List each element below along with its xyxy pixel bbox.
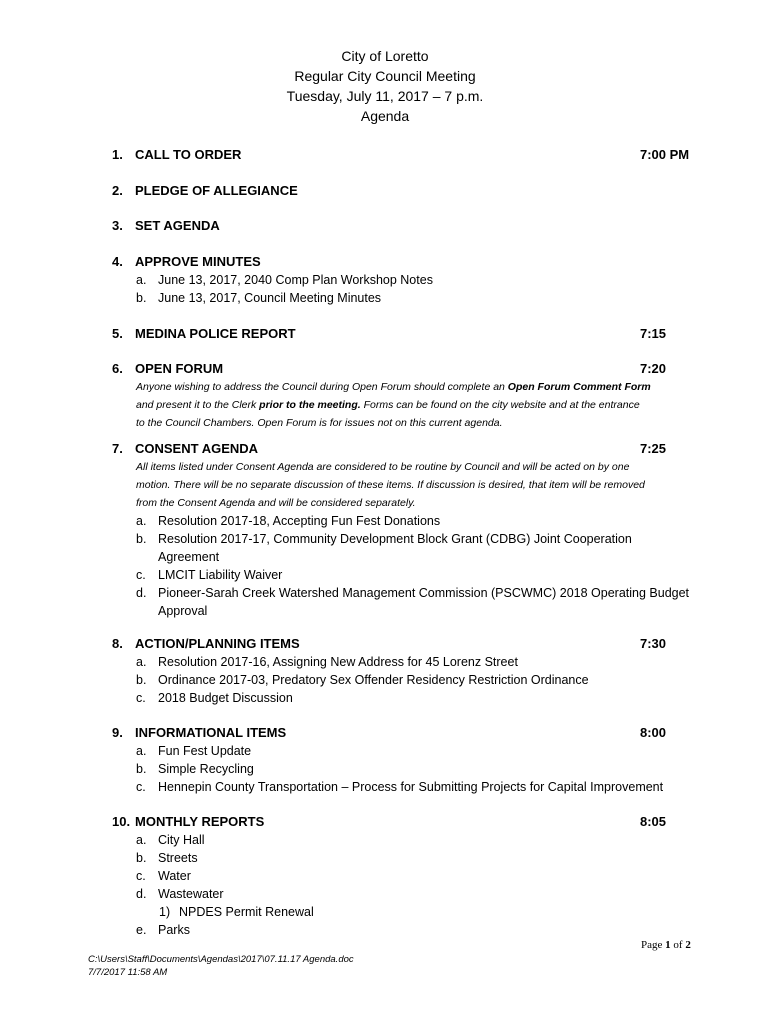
- item-letter: e.: [136, 923, 147, 937]
- list-item-continuation: [112, 548, 692, 566]
- section-heading: [112, 253, 692, 271]
- document-title: Agenda: [360, 108, 410, 124]
- item-text: LMCIT Liability Waiver: [158, 568, 283, 582]
- item-text: City Hall: [158, 833, 205, 847]
- list-item: [112, 867, 692, 885]
- item-letter: d.: [136, 586, 147, 600]
- item-letter: d.: [136, 887, 147, 901]
- note-emphasis: prior to the meeting.: [259, 399, 361, 411]
- list-item: [112, 689, 692, 707]
- section-number: 9.: [112, 725, 123, 740]
- city-name: City of Loretto: [341, 48, 429, 64]
- section-title: APPROVE MINUTES: [135, 254, 261, 269]
- open-forum-note-line: to the Council Chambers. Open Forum is for issues not on this current agenda.: [136, 417, 503, 429]
- item-text: Approval: [158, 604, 208, 618]
- section-title: SET AGENDA: [135, 218, 220, 233]
- list-item: [112, 760, 692, 778]
- list-item: [112, 671, 692, 689]
- item-letter: a.: [136, 273, 147, 287]
- section-heading: [112, 360, 692, 378]
- section-heading: [112, 182, 692, 200]
- section-title: CONSENT AGENDA: [135, 441, 259, 456]
- list-item: [112, 271, 692, 289]
- page-number: [641, 939, 691, 951]
- consent-note-line: motion. There will be no separate discussion of these items. If discussion is desired, that item will be removed: [136, 479, 645, 491]
- section-heading: [112, 146, 692, 164]
- section-number: 7.: [112, 441, 123, 456]
- section-number: 8.: [112, 636, 123, 651]
- section-heading: [112, 440, 692, 458]
- list-item-continuation: [112, 602, 692, 620]
- item-letter: b.: [136, 291, 147, 305]
- note-text: Anyone wishing to address the Council during Open Forum should complete an: [136, 381, 508, 393]
- sub-list-item: [112, 903, 692, 921]
- agenda-section-monthly-reports: [112, 813, 692, 939]
- current-page: 1: [665, 939, 671, 951]
- item-text: June 13, 2017, Council Meeting Minutes: [158, 291, 382, 305]
- item-text: Resolution 2017-17, Community Development Block Grant (CDBG) Joint Cooperation: [158, 532, 632, 546]
- section-title: MONTHLY REPORTS: [135, 814, 265, 829]
- list-item: [112, 566, 692, 584]
- list-item: [112, 831, 692, 849]
- list-item: [112, 584, 692, 602]
- page-of-label: of: [670, 939, 686, 951]
- section-heading: [112, 217, 692, 235]
- print-datetime: 7/7/2017 11:58 AM: [88, 967, 168, 978]
- item-text: Streets: [158, 851, 198, 865]
- consent-note-line: from the Consent Agenda and will be considered separately.: [136, 497, 416, 509]
- section-title: MEDINA POLICE REPORT: [135, 326, 296, 341]
- item-text: Fun Fest Update: [158, 744, 252, 758]
- section-number: 2.: [112, 183, 123, 198]
- list-item: [112, 849, 692, 867]
- list-item: [112, 742, 692, 760]
- item-text: Wastewater: [158, 887, 224, 901]
- item-text: Pioneer-Sarah Creek Watershed Management Commission (PSCWMC) 2018 Operating Budget: [158, 586, 690, 600]
- item-letter: b.: [136, 532, 147, 546]
- agenda-section-set-agenda: [112, 217, 692, 235]
- section-time: 7:25: [640, 441, 667, 456]
- section-number: 6.: [112, 361, 123, 376]
- agenda-section-pledge: [112, 182, 692, 200]
- list-item: [112, 530, 692, 548]
- item-text: Resolution 2017-18, Accepting Fun Fest Donations: [158, 514, 441, 528]
- item-letter: c.: [136, 568, 146, 582]
- section-time: 8:05: [640, 814, 667, 829]
- section-heading: [112, 325, 692, 343]
- list-item: [112, 289, 692, 307]
- item-letter: c.: [136, 691, 146, 705]
- item-letter: c.: [136, 780, 146, 794]
- item-text: 2018 Budget Discussion: [158, 691, 293, 705]
- item-letter: a.: [136, 833, 147, 847]
- document-footer: [88, 953, 354, 979]
- item-letter: a.: [136, 655, 147, 669]
- agenda-section-consent-agenda: [112, 440, 692, 620]
- agenda-section-police-report: [112, 325, 692, 343]
- item-text: Ordinance 2017-03, Predatory Sex Offender Residency Restriction Ordinance: [158, 673, 589, 687]
- note-text: Forms can be found on the city website and at the entrance: [360, 399, 640, 411]
- section-number: 1.: [112, 147, 123, 162]
- sub-item-text: NPDES Permit Renewal: [179, 905, 314, 919]
- section-number: 4.: [112, 254, 123, 269]
- item-letter: c.: [136, 869, 146, 883]
- section-heading: [112, 813, 692, 831]
- meeting-type: Regular City Council Meeting: [294, 68, 476, 84]
- list-item: [112, 778, 692, 796]
- section-time: 7:00 PM: [640, 147, 690, 162]
- consent-note-line: All items listed under Consent Agenda are considered to be routine by Council and will be acted on by one: [136, 461, 630, 473]
- meeting-date: Tuesday, July 11, 2017 – 7 p.m.: [286, 88, 484, 104]
- section-title: OPEN FORUM: [135, 361, 224, 376]
- section-heading: [112, 635, 692, 653]
- section-heading: [112, 724, 692, 742]
- section-time: 7:30: [640, 636, 667, 651]
- agenda-section-approve-minutes: [112, 253, 692, 307]
- item-text: Hennepin County Transportation – Process for Submitting Projects for Capital Improvement: [158, 780, 664, 794]
- item-letter: a.: [136, 514, 147, 528]
- item-letter: a.: [136, 744, 147, 758]
- list-item: [112, 653, 692, 671]
- item-text: June 13, 2017, 2040 Comp Plan Workshop Notes: [158, 273, 433, 287]
- note-emphasis: Open Forum Comment Form: [507, 381, 651, 393]
- section-number: 3.: [112, 218, 123, 233]
- note-text: and present it to the Clerk: [136, 399, 260, 411]
- page-label: Page: [641, 939, 666, 951]
- section-time: 7:20: [640, 361, 667, 376]
- file-path: C:\Users\Staff\Documents\Agendas\2017\07.11.17 Agenda.doc: [88, 954, 354, 965]
- open-forum-note-line: [136, 396, 692, 414]
- item-text: Resolution 2017-16, Assigning New Address for 45 Lorenz Street: [158, 655, 518, 669]
- total-pages: 2: [685, 939, 691, 951]
- item-letter: b.: [136, 673, 147, 687]
- section-title: PLEDGE OF ALLEGIANCE: [135, 183, 298, 198]
- section-title: CALL TO ORDER: [135, 147, 242, 162]
- agenda-section-call-to-order: [112, 146, 692, 164]
- item-letter: b.: [136, 851, 147, 865]
- agenda-section-informational: [112, 724, 692, 796]
- sub-item-number: 1): [159, 905, 171, 919]
- item-text: Agreement: [158, 550, 220, 564]
- section-title: ACTION/PLANNING ITEMS: [135, 636, 300, 651]
- open-forum-note-line: [136, 378, 692, 396]
- section-number: 10.: [112, 814, 131, 829]
- list-item: [112, 512, 692, 530]
- list-item: [112, 885, 692, 903]
- list-item: [112, 921, 692, 939]
- document-header: [0, 46, 770, 126]
- section-title: INFORMATIONAL ITEMS: [135, 725, 287, 740]
- item-letter: b.: [136, 762, 147, 776]
- section-time: 7:15: [640, 326, 667, 341]
- section-time: 8:00: [640, 725, 667, 740]
- item-text: Simple Recycling: [158, 762, 254, 776]
- agenda-section-action-planning: [112, 635, 692, 707]
- item-text: Parks: [158, 923, 190, 937]
- item-text: Water: [158, 869, 191, 883]
- agenda-section-open-forum: [112, 360, 692, 432]
- section-number: 5.: [112, 326, 123, 341]
